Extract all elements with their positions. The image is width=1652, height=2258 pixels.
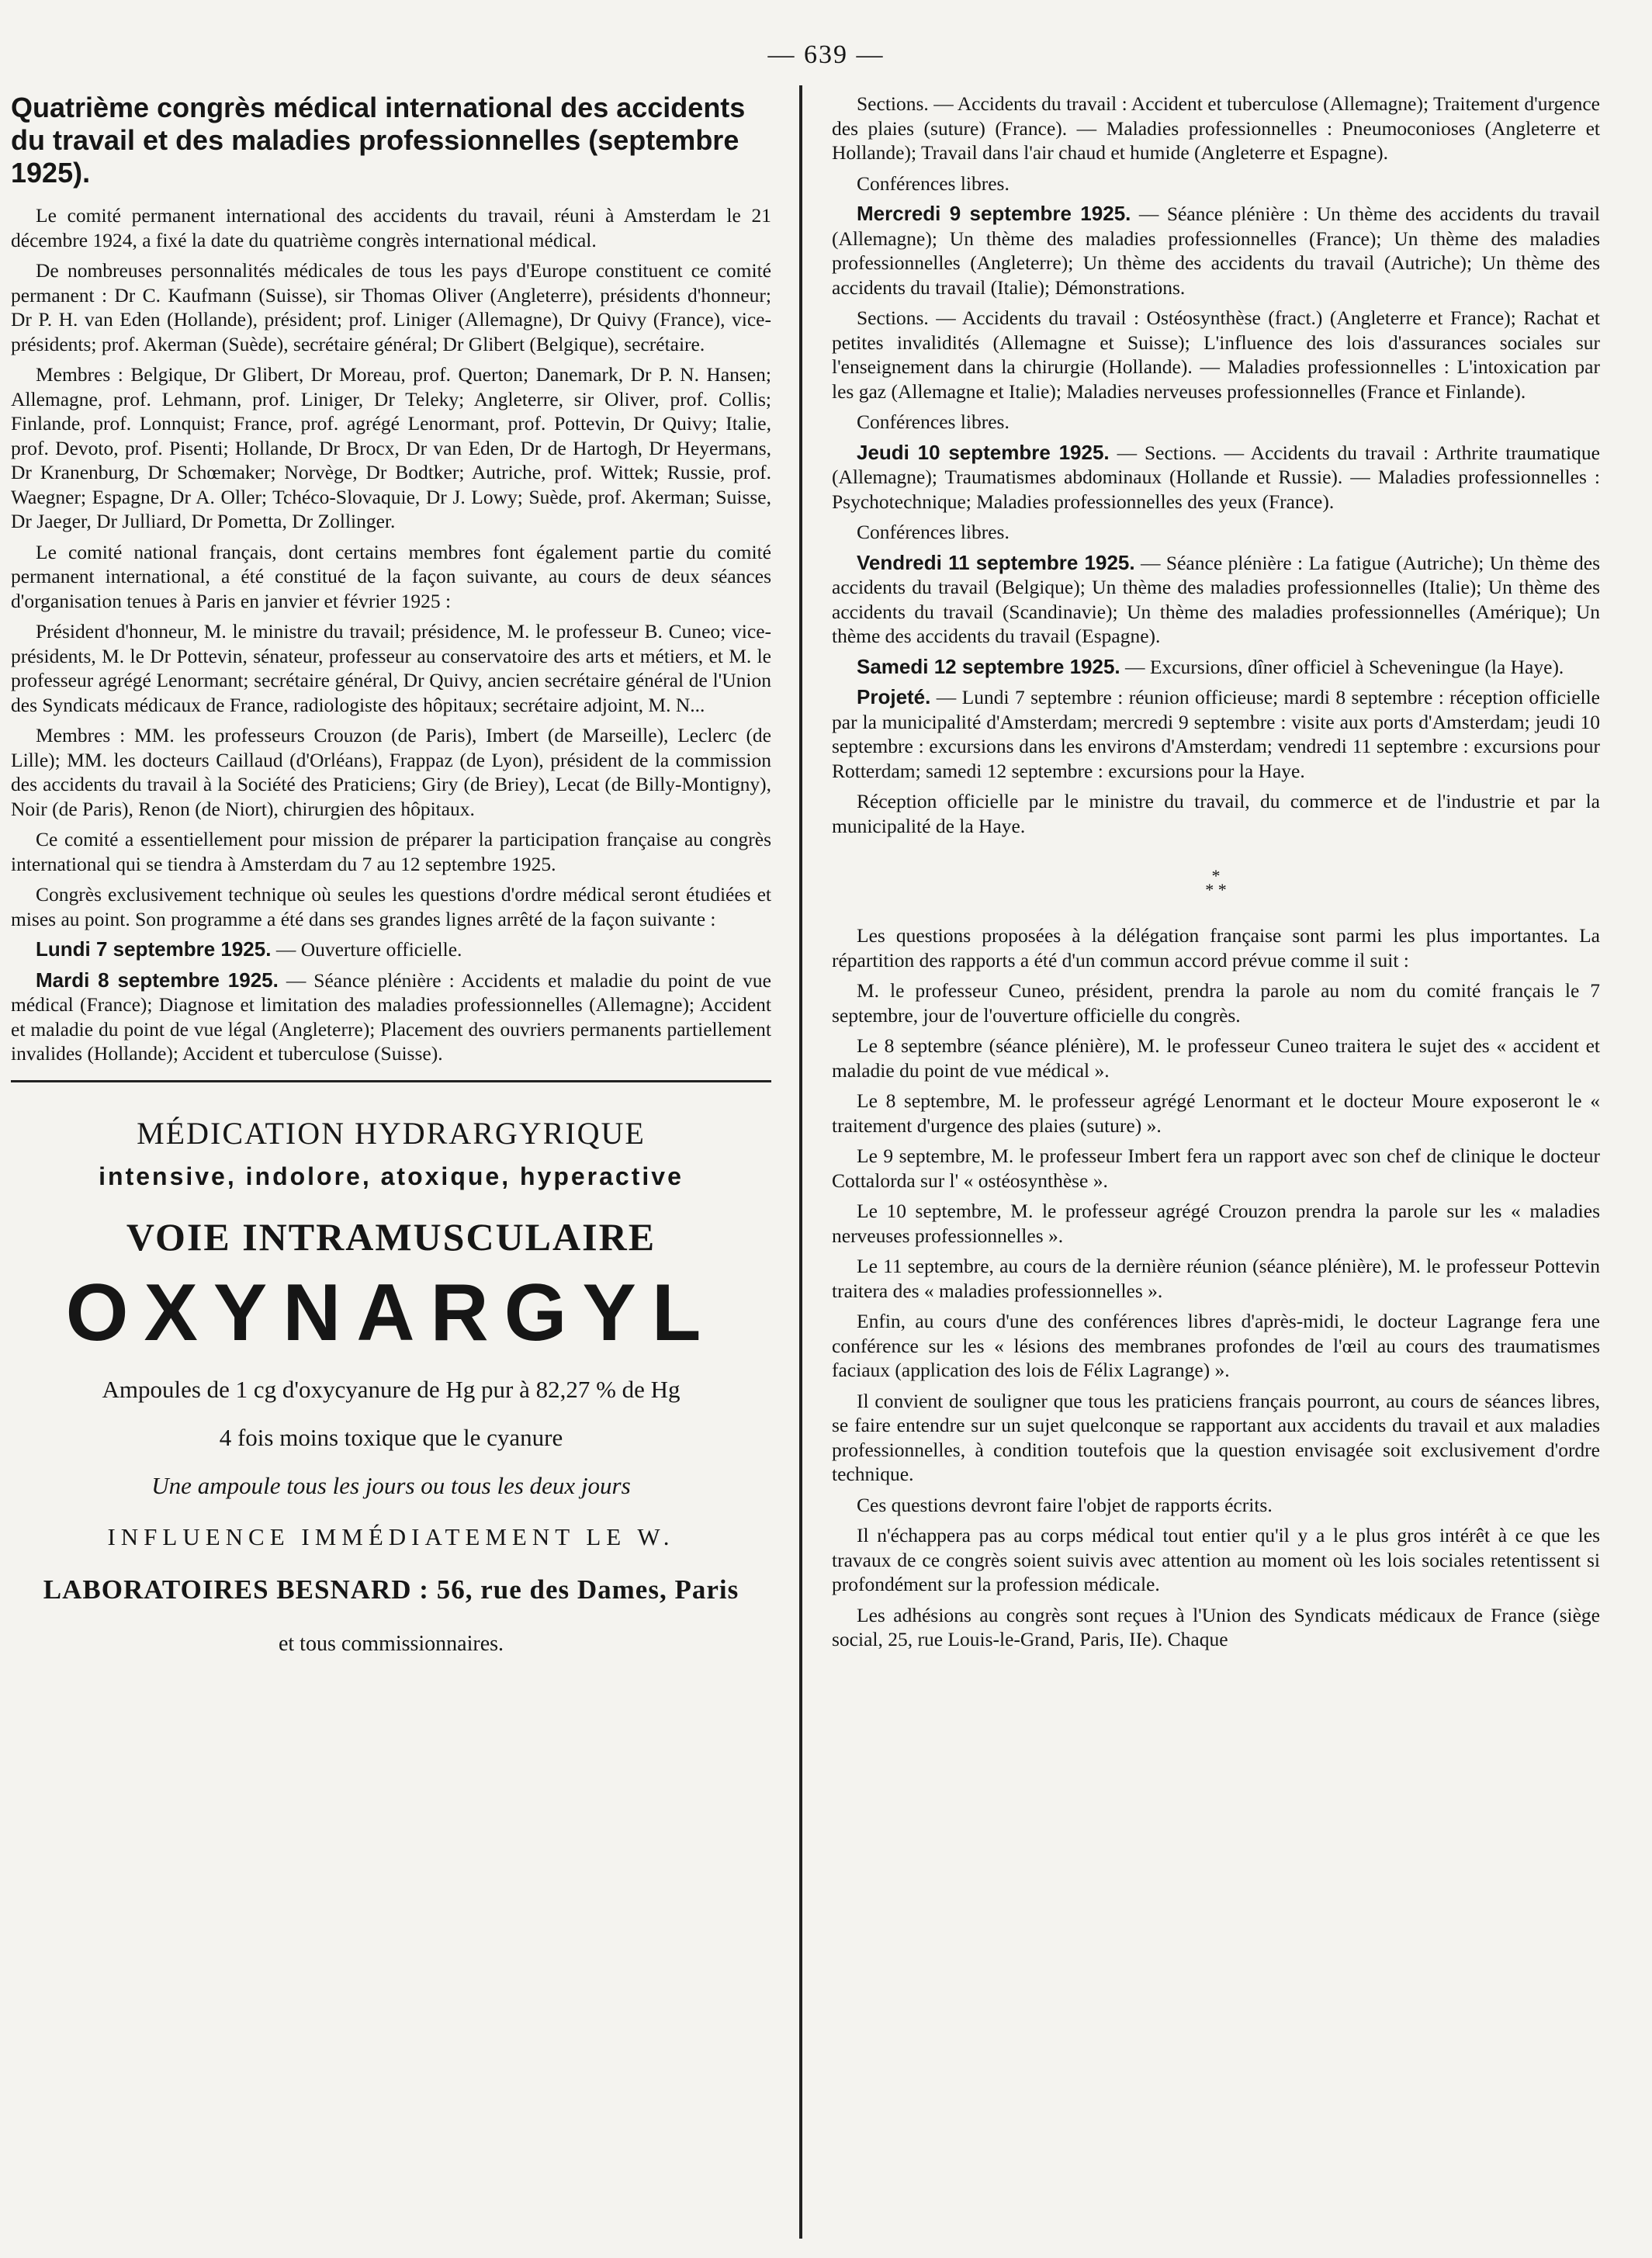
left-column (11, 92, 771, 1657)
sections-paragraph: Sections. — Accidents du travail : Ostéosynthèse (fract.) (Angleterre et France); Rachat et petites invalidités (Allemagne et Suisse); L'influence des lois d'assurances sociales sur l'enseignement dans la chirurgie (Hollande). — Maladies professionnelles : L'intoxication par les gaz (Allemagne et Italie); Maladies nerveuses professionnelles (France et Finlande). (832, 306, 1600, 403)
paragraph: Le comité national français, dont certains membres font également partie du comité permanent international, a été constitué de la façon suivante, au cours de deux séances d'organisation tenues à Paris en janvier et février 1925 : (11, 540, 771, 612)
paragraph: Le 8 septembre, M. le professeur agrégé Lenormant et le docteur Moure exposeront le « traitement d'urgence des plaies (suture) ». (832, 1089, 1600, 1137)
paragraph: Le 9 septembre, M. le professeur Imbert fera un rapport avec son chef de clinique le docteur Cottalorda sur l' « ostéosynthèse ». (832, 1145, 1600, 1192)
day-heading: Jeudi 10 septembre 1925. (857, 440, 1110, 464)
article-title: Quatrième congrès médical international des accidents du travail et des maladies professionnelles (septembre 1925). (11, 92, 746, 189)
paragraph: Congrès exclusivement technique où seules les questions d'ordre médical seront étudiées et mises au point. Son programme a été dans ses grandes lignes arrêté de la façon suivante : (11, 883, 771, 930)
day-heading: Samedi 12 septembre 1925. (857, 654, 1120, 678)
sections-paragraph: Sections. — Accidents du travail : Accident et tuberculose (Allemagne); Traitement d'urgence des plaies (suture) (France). — Maladies professionnelles : Pneumoconioses (Angleterre et Hollande); Travail dans l'air chaud et humide (Angleterre et Espagne). (832, 92, 1600, 164)
paragraph: Les questions proposées à la délégation française sont parmi les plus importantes. La répartition des rapports a été d'un commun accord prévue comme il suit : (832, 924, 1600, 971)
section-separator-stars: * * * (1205, 866, 1227, 899)
projete-text: — Lundi 7 septembre : réunion officieuse; mardi 8 septembre : réception officielle par la municipalité d'Amsterdam; mercredi 9 septembre : visite aux ports d'Amsterdam; jeudi 10 septembre : excursions dans les environs d'Amsterdam; vendredi 11 septembre : excursions pour Rotterdam; samedi 12 septembre : excursions pour la Haye. (832, 686, 1600, 782)
day-heading: Mercredi 9 septembre 1925. (857, 202, 1131, 225)
column-divider (799, 85, 802, 2239)
paragraph: Le 11 septembre, au cours de la dernière réunion (séance plénière), M. le professeur Pottevin traitera des « maladies professionnelles ». (832, 1255, 1600, 1302)
advertisement (11, 1082, 771, 1657)
day-heading: Lundi 7 septembre 1925. (36, 937, 272, 961)
right-column (832, 92, 1600, 1658)
day-heading: Vendredi 11 septembre 1925. (857, 550, 1135, 574)
program-lundi (11, 937, 771, 962)
ad-composition: Ampoules de 1 cg d'oxycyanure de Hg pur à 82,27 % de Hg (102, 1375, 681, 1403)
ad-toxicity: 4 fois moins toxique que le cyanure (219, 1423, 563, 1451)
program-mercredi (832, 202, 1600, 300)
day-text: — Séance plénière : Un thème des accidents du travail (Allemagne); Un thème des maladies professionnelles (France); Un thème des maladies professionnelles (Angleterre); Un thème des accidents du travail (Autriche); Un thème des accidents du travail (Italie); Démonstrations. (832, 203, 1600, 299)
program-mardi (11, 968, 771, 1066)
conferences-libres: Conférences libres. (857, 171, 1010, 195)
ad-laboratory: LABORATOIRES BESNARD : 56, rue des Dames, Paris (43, 1574, 739, 1605)
reception-paragraph: Réception officielle par le ministre du travail, du commerce et de l'industrie et par la municipalité de la Haye. (832, 790, 1600, 837)
program-projete (832, 685, 1600, 783)
paragraph: Membres : Belgique, Dr Glibert, Dr Moreau, prof. Querton; Danemark, Dr P. N. Hansen; Allemagne, prof. Lehmann, prof. Liniger, Dr Teleky; Angleterre, sir Oliver, prof. Collis; Finlande, prof. Lonnquist; France, prof. agrégé Lenormant, prof. Pottevin, Dr Quivy; Italie, prof. Devoto, prof. Pisenti; Hollande, Dr Brocx, Dr van Eden, Dr de Hartogh, Dr Heyermans, Dr Kranenburg, Dr Schœmaker; Norvège, Dr Bodtker; Autriche, prof. Wittek; Russie, prof. Waegner; Espagne, Dr A. Oller; Tchéco-Slovaquie, Dr J. Lowy; Suède, prof. Akerman; Suisse, Dr Jaeger, Dr Julliard, Dr Pometta, Dr Zollinger. (11, 363, 771, 532)
paragraph: Le 10 septembre, M. le professeur agrégé Crouzon prendra la parole sur les « maladies nerveuses professionnelles ». (832, 1200, 1600, 1247)
paragraph: De nombreuses personnalités médicales de tous les pays d'Europe constituent ce comité permanent : Dr C. Kaufmann (Suisse), sir Thomas Oliver (Angleterre), présidents d'honneur; Dr P. H. van Eden (Hollande), président; prof. Liniger (Allemagne), Dr Quivy (France), vice-présidents; prof. Akerman (Suède), secrétaire général; Dr Glibert (Belgique), secrétaire. (11, 259, 771, 355)
paragraph: M. le professeur Cuneo, président, prendra la parole au nom du comité français le 7 septembre, jour de l'ouverture officielle du congrès. (832, 979, 1600, 1027)
paragraph: Ces questions devront faire l'objet de rapports écrits. (857, 1493, 1273, 1516)
day-text: — Séance plénière : La fatigue (Autriche); Un thème des accidents du travail (Belgique); Un thème des maladies professionnelles (Italie); Un thème des accidents du travail (Scandinavie); Un thème des maladies professionnelles (Amérique); Un thème des accidents du travail (Espagne). (832, 551, 1600, 647)
program-jeudi (832, 441, 1600, 514)
day-text: — Excursions, dîner officiel à Scheveningue (la Haye). (1120, 655, 1564, 678)
day-text: — Sections. — Accidents du travail : Arthrite traumatique (Allemagne); Traumatismes abdominaux (Hollande et Russie). — Maladies professionnelles : Psychotechnique; Maladies professionnelles des yeux (France). (832, 441, 1600, 513)
day-text: — Ouverture officielle. (271, 938, 462, 961)
paragraph: Le 8 septembre (séance plénière), M. le professeur Cuneo traitera le sujet des « accident et maladie du point de vue médical ». (832, 1034, 1600, 1082)
projete-label: Projeté. (857, 685, 931, 708)
ad-route: VOIE INTRAMUSCULAIRE (126, 1214, 656, 1259)
ad-subheadline: intensive, indolore, atoxique, hyperactive (99, 1162, 684, 1190)
paragraph: Enfin, au cours d'une des conférences libres d'après-midi, le docteur Lagrange fera une conférence sur les « lésions des membranes profondes de l'œil au cours des traumatismes faciaux (application des lois de Félix Lagrange) ». (832, 1310, 1600, 1381)
conferences-libres: Conférences libres. (857, 521, 1010, 543)
ad-dosage: Une ampoule tous les jours ou tous les deux jours (151, 1471, 631, 1499)
paragraph: Il n'échappera pas au corps médical tout entier qu'il y a le plus gros intérêt à ce que les travaux de ce congrès soient suivis avec attention au moment où les lois sociales retentissent si profondément sur la profession médicale. (832, 1524, 1600, 1595)
program-vendredi (832, 551, 1600, 649)
paragraph: Le comité permanent international des accidents du travail, réuni à Amsterdam le 21 décembre 1924, a fixé la date du quatrième congrès international médical. (11, 204, 771, 251)
ad-headline: MÉDICATION HYDRARGYRIQUE (137, 1115, 646, 1151)
ad-influence: INFLUENCE IMMÉDIATEMENT LE W. (107, 1522, 675, 1550)
paragraph: Ce comité a essentiellement pour mission de préparer la participation française au congrès international qui se tiendra à Amsterdam du 7 au 12 septembre 1925. (11, 828, 771, 875)
paragraph: Les adhésions au congrès sont reçues à l'Union des Syndicats médicaux de France (siège social, 25, rue Louis-le-Grand, Paris, IIe). Chaque (832, 1603, 1600, 1650)
paragraph: Il convient de souligner que tous les praticiens français pourront, au cours de séances libres, se faire entendre sur un sujet quelconque se rapportant aux accidents du travail et aux maladies professionnelles, à condition toutefois que la question envisagée soit exclusivement d'ordre technique. (832, 1389, 1600, 1485)
paragraph: Membres : MM. les professeurs Crouzon (de Paris), Imbert (de Marseille), Leclerc (de Lille); MM. les docteurs Caillaud (d'Orléans), Frappaz (de Lyon), président de la commission des accidents du travail à la Société des Praticiens; Giry (de Briey), Lecat (de Billy-Montigny), Noir (de Paris), Renon (de Niort), chirurgien des hôpitaux. (11, 724, 771, 820)
program-samedi (832, 655, 1600, 680)
paragraph: Président d'honneur, M. le ministre du travail; présidence, M. le professeur B. Cuneo; vice-présidents, M. le Dr Pottevin, sénateur, professeur au conservatoire des arts et métiers, et M. le professeur agrégé Lenormant; secrétaire général, Dr Quivy, ancien secrétaire général de l'Union des Syndicats médicaux de France, radiologiste des hôpitaux; secrétaire adjoint, M. N... (11, 620, 771, 716)
day-heading: Mardi 8 septembre 1925. (36, 968, 279, 992)
day-text: — Séance plénière : Accidents et maladie du point de vue médical (France); Diagnose et limitation des maladies professionnelles (Allemagne); Accident et maladie du point de vue légal (Angleterre); Placement des ouvriers permanents partiellement invalides (Hollande); Accident et tuberculose (Suisse). (11, 968, 771, 1065)
ad-brand: OXYNARGYL (65, 1267, 717, 1358)
ad-distribution: et tous commissionnaires. (278, 1631, 504, 1656)
conferences-libres: Conférences libres. (857, 410, 1010, 433)
page-number: — 639 — (767, 40, 885, 69)
